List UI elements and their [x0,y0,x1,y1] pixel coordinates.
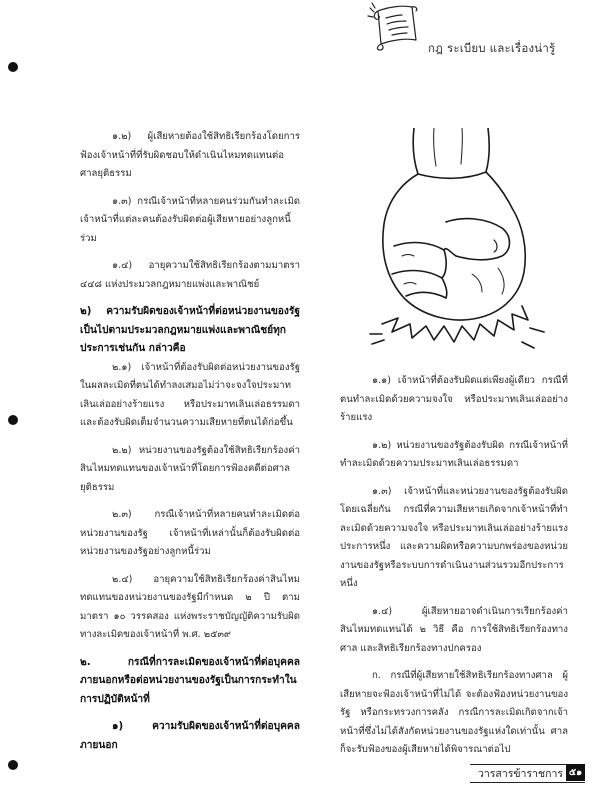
paragraph: ก. กรณีที่ผู้เสียหายใช้สิทธิเรียกร้องทางศาล ผู้เสียหายจะฟ้องเจ้าหน้าที่ไม่ได้ จะต้องฟ้องหน่วยงานของรัฐ หรือกระทรวงการคลัง กรณีการละเมิดเกิดจากเจ้าหน้าที่ซึ่งไม่ได้สังกัดหน่วยงานของรัฐแห่งใดเท่านั้น ศาลก็จะรับฟ้องของผู้เสียหายได้พิจารณาต่อไป [340,670,568,755]
paragraph: ๒.๑) เจ้าหน้าที่ต้องรับผิดต่อหน่วยงานของรัฐในผลละเมิดที่ตนได้ทำลงเสมอไม่ว่าจะจงใจประมาทเลินเล่ออย่างร้ายแรง หรือประมาทเลินเล่อธรรมดา และต้องรับผิดเต็มจำนวนความเสียหายที่ตนได้ก่อขึ้น [80,361,300,428]
section-heading: ๒. กรณีที่การละเมิดของเจ้าหน้าที่ต่อบุคคลภายนอกหรือต่อหน่วยงานของรัฐเป็นการกระทำในการปฏิบัติหน้าที่ [80,656,300,705]
paragraph: ๑.๒) หน่วยงานของรัฐต้องรับผิด กรณีเจ้าหน้าที่ทำละเมิดด้วยความประมาทเลินเล่อธรรมดา [340,439,568,469]
paragraph: ๑.๔) ผู้เสียหายอาจดำเนินการเรียกร้องค่าสินไหมทดแทนได้ ๒ วิธี คือ การใช้สิทธิเรียกร้องทางศาล และสิทธิเรียกร้องทางปกครอง [340,605,568,654]
page-number: ๕๑ [566,764,585,781]
punch-hole-middle [8,415,18,425]
paragraph: ๒.๒) หน่วยงานของรัฐต้องใช้สิทธิเรียกร้องค่าสินไหมทดแทนของเจ้าหน้าที่โดยการฟ้องคดีต่อศาลยุติธรรม [80,444,300,493]
section-heading: ๒) ความรับผิดของเจ้าหน้าที่ต่อหน่วยงานของรัฐเป็นไปตามประมวลกฎหมายแพ่งและพาณิชย์ทุกประการเช่นกัน กล่าวคือ [80,306,300,354]
right-text-column [340,372,568,760]
paragraph: ๑.๓) เจ้าหน้าที่และหน่วยงานของรัฐต้องรับผิดโดยเฉลี่ยกัน กรณีที่ความเสียหายเกิดจากเจ้าหน้าที่ทำละเมิดด้วยความจงใจ หรือประมาทเลินเล่ออย่างร้ายแรงประการหนึ่ง และความผิดหรือความบกพร่องของหน่วยงานของรัฐหรือระบบการดำเนินงานส่วนรวมอีกประการหนึ่ง [340,485,568,589]
punch-hole-top [8,62,18,72]
paragraph: ๑.๔) อายุความใช้สิทธิเรียกร้องตามมาตรา ๔๔๘ แห่งประมวลกฎหมายแพ่งและพาณิชย์ [80,260,300,290]
journal-name: วารสารข้าราชการ [478,768,564,780]
punch-hole-bottom [8,760,18,770]
paragraph: ๒.๓) กรณีเจ้าหน้าที่หลายคนทำละเมิดต่อหน่วยงานของรัฐ เจ้าหน้าที่เหล่านั้นก็ต้องรับผิดต่อหน่วยงานของรัฐอย่างลูกหนี้ร่วม [80,509,300,557]
sub-heading: ๑) ความรับผิดของเจ้าหน้าที่ต่อบุคคลภายนอก [80,721,300,751]
paragraph: ๑.๑) เจ้าหน้าที่ต้องรับผิดแต่เพียงผู้เดียว กรณีที่ตนทำละเมิดด้วยความจงใจ หรือประมาทเลินเล่ออย่างร้ายแรง [340,375,568,423]
paragraph: ๒.๔) อายุความใช้สิทธิเรียกร้องค่าสินไหมทดแทนของหน่วยงานของรัฐมีกำหนด ๒ ปี ตามมาตรา ๑๐ วรรคสอง แห่งพระราชบัญญัติความรับผิดทางละเมิดของเจ้าหน้าที่ พ.ศ. ๒๕๓๙ [80,573,300,640]
left-text-column [80,128,300,755]
scroll-doodle-icon [366,2,424,52]
paragraph: ๑.๒) ผู้เสียหายต้องใช้สิทธิเรียกร้องโดยการฟ้องเจ้าหน้าที่ที่รับผิดชอบให้ดำเนินไหมทดแทนต่อศาลยุติธรรม [80,131,300,179]
fist-illustration-icon [322,128,584,366]
paragraph: ๑.๓) กรณีเจ้าหน้าที่หลายคนร่วมกันทำละเมิด เจ้าหน้าที่แต่ละคนต้องรับผิดต่อผู้เสียหายอย่างลูกหนี้ร่วม [80,195,300,244]
page-header-title: กฎ ระเบียบ และเรื่องน่ารู้ [428,41,556,55]
